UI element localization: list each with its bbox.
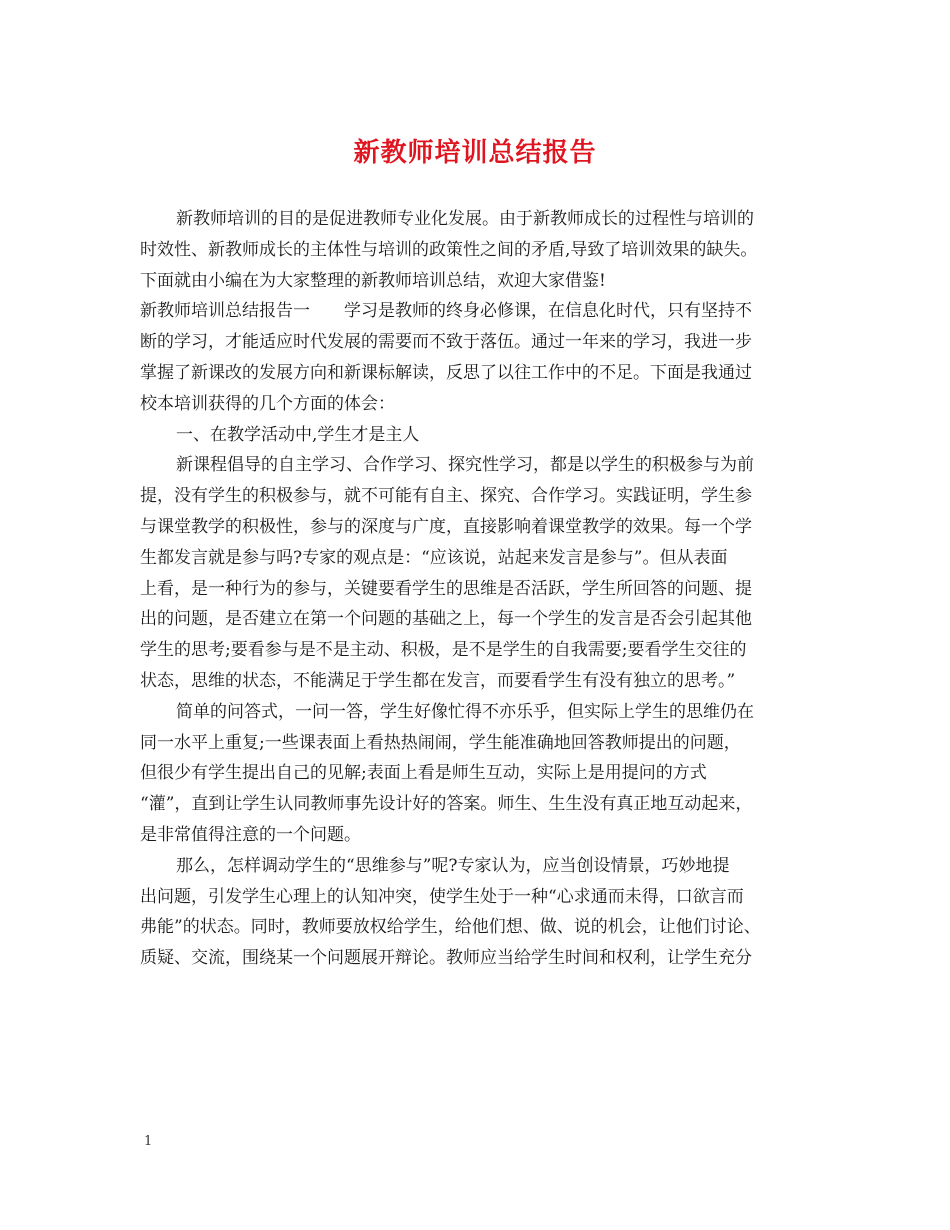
text-line: 时效性、新教师成长的主体性与培训的政策性之间的矛盾,导致了培训效果的缺失。 — [140, 239, 758, 260]
text-line: 新教师培训总结报告一 学习是教师的终身必修课，在信息化时代，只有坚持不 — [140, 301, 752, 322]
text-line: 断的学习，才能适应时代发展的需要而不致于落伍。通过一年来的学习，我进一步 — [140, 332, 752, 353]
text-line: 校本培训获得的几个方面的体会： — [140, 393, 395, 414]
text-line: 与课堂教学的积极性，参与的深度与广度，直接影响着课堂教学的效果。每一个学 — [140, 516, 752, 537]
text-line: 同一水平上重复;一些课表面上看热热闹闹，学生能准确地回答教师提出的问题， — [140, 732, 741, 753]
text-line: 那么，怎样调动学生的“思维参与”呢?专家认为，应当创设情景，巧妙地提 — [176, 855, 730, 876]
text-line: 提，没有学生的积极参与，就不可能有自主、探究、合作学习。实践证明，学生参 — [140, 486, 752, 507]
text-line: 下面就由小编在为大家整理的新教师培训总结，欢迎大家借鉴! — [140, 270, 606, 291]
text-line: 掌握了新课改的发展方向和新课标解读，反思了以往工作中的不足。下面是我通过 — [140, 362, 752, 383]
text-line: 出问题，引发学生心理上的认知冲突，使学生处于一种“心求通而未得，口欲言而 — [140, 886, 744, 907]
text-line: 学生的思考;要看参与是不是主动、积极，是不是学生的自我需要;要看学生交往的 — [140, 640, 747, 661]
page-number: 1 — [144, 1134, 153, 1149]
text-line: 生都发言就是参与吗?专家的观点是：“应该说，站起来发言是参与”。但从表面 — [140, 547, 728, 568]
text-line: 质疑、交流，围绕某一个问题展开辩论。教师应当给学生时间和权利，让学生充分 — [140, 948, 752, 969]
text-line: 一、在教学活动中,学生才是主人 — [176, 424, 420, 445]
text-line: 新课程倡导的自主学习、合作学习、探究性学习，都是以学生的积极参与为前 — [176, 455, 754, 476]
text-line: 新教师培训的目的是促进教师专业化发展。由于新教师成长的过程性与培训的 — [176, 209, 754, 229]
text-line: 但很少有学生提出自己的见解;表面上看是师生互动，实际上是用提问的方式 — [140, 763, 707, 784]
text-line: 出的问题，是否建立在第一个问题的基础之上，每一个学生的发言是否会引起其他 — [140, 609, 752, 630]
text-line: 简单的问答式，一问一答，学生好像忙得不亦乐乎，但实际上学生的思维仍在 — [176, 701, 754, 722]
text-line: “灌”，直到让学生认同教师事先设计好的答案。师生、生生没有真正地互动起来， — [140, 794, 753, 815]
text-line: 上看，是一种行为的参与，关键要看学生的思维是否活跃，学生所回答的问题、提 — [140, 578, 752, 599]
text-line: 弗能”的状态。同时，教师要放权给学生，给他们想、做、说的机会，让他们讨论、 — [140, 917, 761, 938]
text-line: 状态，思维的状态，不能满足于学生都在发言，而要看学生有没有独立的思考。” — [140, 670, 736, 691]
text-line: 是非常值得注意的一个问题。 — [140, 824, 361, 845]
document-body — [140, 204, 820, 974]
document-title: 新教师培训总结报告 — [353, 138, 597, 168]
